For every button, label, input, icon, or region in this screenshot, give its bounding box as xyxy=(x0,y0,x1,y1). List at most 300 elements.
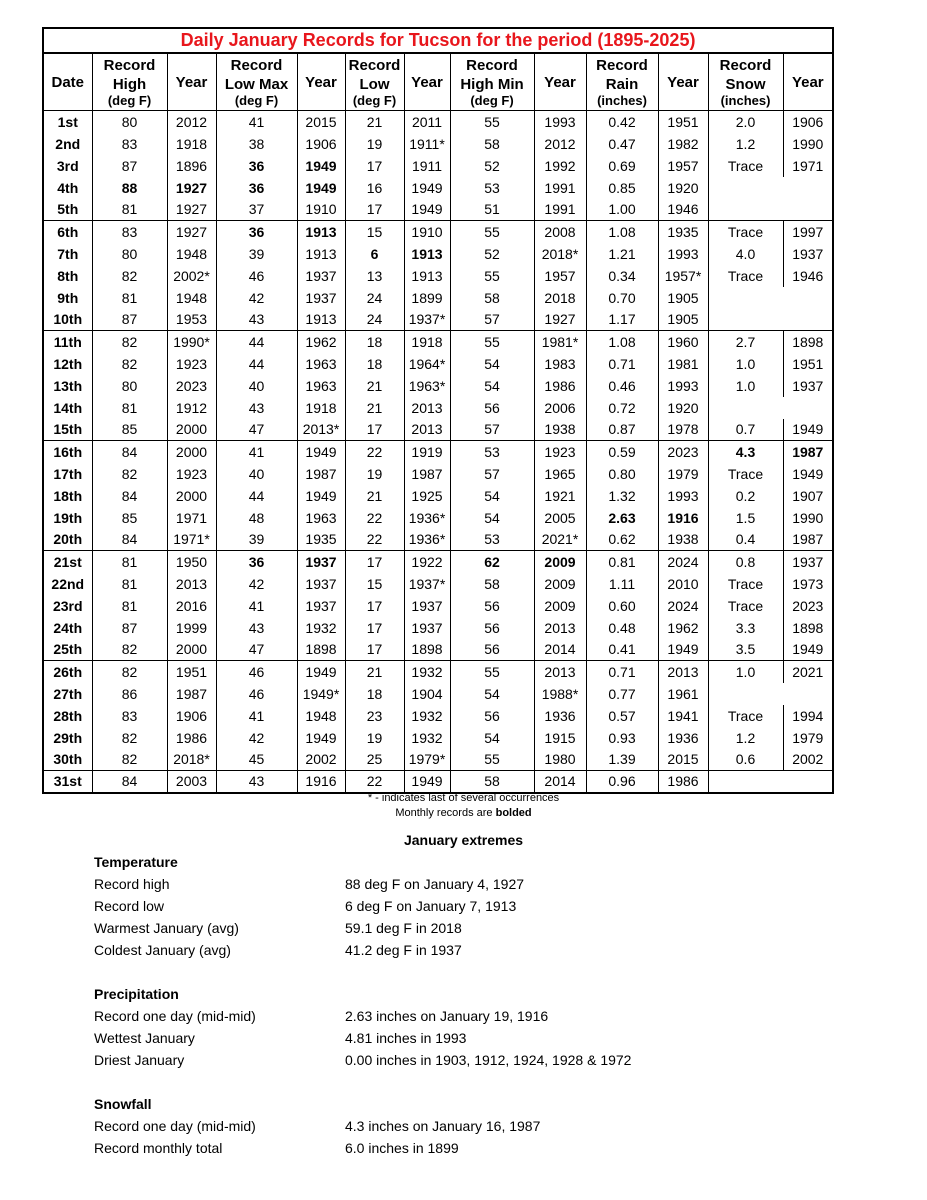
cell-record-low-max: 42 xyxy=(216,727,297,749)
cell-record-high: 81 xyxy=(92,199,167,221)
cell-year: 1932 xyxy=(404,661,450,683)
cell-record-snow xyxy=(708,683,783,705)
cell-record-high: 82 xyxy=(92,661,167,683)
cell-record-high-min: 57 xyxy=(450,463,534,485)
cell-record-high-min: 53 xyxy=(450,529,534,551)
cell-record-rain: 1.11 xyxy=(586,573,658,595)
cell-record-low: 18 xyxy=(345,683,404,705)
cell-record-low: 22 xyxy=(345,507,404,529)
cell-record-rain: 0.48 xyxy=(586,617,658,639)
cell-year: 1932 xyxy=(404,705,450,727)
cell-record-low-max: 43 xyxy=(216,617,297,639)
cell-record-low-max: 40 xyxy=(216,463,297,485)
cell-year: 1906 xyxy=(783,111,833,133)
cell-record-low: 25 xyxy=(345,749,404,771)
cell-record-low: 21 xyxy=(345,397,404,419)
cell-year: 1910 xyxy=(297,199,345,221)
cell-record-high-min: 58 xyxy=(450,573,534,595)
cell-date: 29th xyxy=(43,727,92,749)
cell-year: 1962 xyxy=(658,617,708,639)
cell-year: 1963 xyxy=(297,507,345,529)
cell-record-rain: 0.42 xyxy=(586,111,658,133)
cell-year: 1980 xyxy=(534,749,586,771)
header-record-high-min: Record High Min (deg F) xyxy=(450,53,534,111)
cell-year: 1973 xyxy=(783,573,833,595)
cell-record-snow: Trace xyxy=(708,595,783,617)
cell-year: 2018* xyxy=(167,749,216,771)
cell-year: 1935 xyxy=(297,529,345,551)
cell-record-high-min: 56 xyxy=(450,617,534,639)
cell-date: 21st xyxy=(43,551,92,573)
cell-record-snow: 1.0 xyxy=(708,661,783,683)
cell-record-low: 22 xyxy=(345,529,404,551)
cell-year: 1937 xyxy=(404,595,450,617)
cell-year: 1949 xyxy=(783,639,833,661)
cell-record-low-max: 36 xyxy=(216,177,297,199)
cell-year: 2013 xyxy=(658,661,708,683)
table-row xyxy=(43,397,833,419)
cell-record-low-max: 37 xyxy=(216,199,297,221)
cell-record-snow: 0.7 xyxy=(708,419,783,441)
cell-record-rain: 0.80 xyxy=(586,463,658,485)
cell-year: 1951 xyxy=(783,353,833,375)
cell-record-high-min: 54 xyxy=(450,507,534,529)
cell-date: 4th xyxy=(43,177,92,199)
cell-date: 13th xyxy=(43,375,92,397)
cell-date: 27th xyxy=(43,683,92,705)
cell-date: 1st xyxy=(43,111,92,133)
cell-year: 1948 xyxy=(167,243,216,265)
cell-record-snow: 2.7 xyxy=(708,331,783,353)
extreme-label: Coldest January (avg) xyxy=(94,942,231,958)
cell-year: 1979 xyxy=(658,463,708,485)
cell-year: 1912 xyxy=(167,397,216,419)
cell-record-low-max: 48 xyxy=(216,507,297,529)
cell-record-rain: 0.70 xyxy=(586,287,658,309)
cell-record-high: 81 xyxy=(92,573,167,595)
cell-year: 1898 xyxy=(404,639,450,661)
table-row xyxy=(43,199,833,221)
cell-record-snow: 1.5 xyxy=(708,507,783,529)
cell-year: 2000 xyxy=(167,441,216,463)
cell-year: 1932 xyxy=(297,617,345,639)
cell-year: 1918 xyxy=(167,133,216,155)
cell-date: 12th xyxy=(43,353,92,375)
cell-record-snow: Trace xyxy=(708,705,783,727)
cell-record-high: 84 xyxy=(92,441,167,463)
cell-year: 2018* xyxy=(534,243,586,265)
cell-record-rain: 0.71 xyxy=(586,661,658,683)
cell-date: 28th xyxy=(43,705,92,727)
cell-year: 1913 xyxy=(404,265,450,287)
cell-year: 1937 xyxy=(297,551,345,573)
header-record-snow: Record Snow (inches) xyxy=(708,53,783,111)
cell-year: 1986 xyxy=(167,727,216,749)
header-date: Date xyxy=(43,53,92,111)
cell-record-high: 80 xyxy=(92,243,167,265)
cell-date: 30th xyxy=(43,749,92,771)
cell-year: 1971 xyxy=(167,507,216,529)
header-record-high: Record High (deg F) xyxy=(92,53,167,111)
cell-year: 2018 xyxy=(534,287,586,309)
cell-year: 1949 xyxy=(297,441,345,463)
cell-date: 7th xyxy=(43,243,92,265)
cell-year: 1907 xyxy=(783,485,833,507)
cell-year: 1986 xyxy=(658,771,708,793)
cell-year: 2012 xyxy=(167,111,216,133)
cell-record-high: 83 xyxy=(92,221,167,243)
cell-year xyxy=(783,177,833,199)
cell-record-high: 83 xyxy=(92,133,167,155)
cell-record-high: 85 xyxy=(92,507,167,529)
extreme-label: Warmest January (avg) xyxy=(94,920,239,936)
cell-record-high: 88 xyxy=(92,177,167,199)
cell-year: 2013 xyxy=(404,419,450,441)
cell-year: 1991 xyxy=(534,177,586,199)
cell-year: 1937 xyxy=(783,551,833,573)
cell-year: 2011 xyxy=(404,111,450,133)
cell-year: 2014 xyxy=(534,771,586,793)
cell-record-snow: 0.8 xyxy=(708,551,783,573)
cell-year: 1971 xyxy=(783,155,833,177)
cell-record-high-min: 56 xyxy=(450,639,534,661)
cell-record-low: 18 xyxy=(345,353,404,375)
cell-record-high-min: 53 xyxy=(450,177,534,199)
cell-year: 1910 xyxy=(404,221,450,243)
cell-year: 1949 xyxy=(297,155,345,177)
cell-year: 1990 xyxy=(783,507,833,529)
cell-year: 2015 xyxy=(297,111,345,133)
cell-record-high: 87 xyxy=(92,155,167,177)
cell-date: 19th xyxy=(43,507,92,529)
table-row xyxy=(43,727,833,749)
cell-year: 1949 xyxy=(404,199,450,221)
cell-year: 1936 xyxy=(658,727,708,749)
extreme-label: Record one day (mid-mid) xyxy=(94,1008,256,1024)
cell-record-rain: 0.62 xyxy=(586,529,658,551)
cell-year: 1906 xyxy=(167,705,216,727)
cell-year: 2002 xyxy=(783,749,833,771)
cell-year: 1997 xyxy=(783,221,833,243)
cell-record-high: 81 xyxy=(92,397,167,419)
cell-record-rain: 1.08 xyxy=(586,331,658,353)
cell-year: 1896 xyxy=(167,155,216,177)
cell-record-rain: 1.32 xyxy=(586,485,658,507)
cell-record-rain: 0.96 xyxy=(586,771,658,793)
cell-record-snow: Trace xyxy=(708,155,783,177)
cell-year: 1953 xyxy=(167,309,216,331)
extreme-value: 88 deg F on January 4, 1927 xyxy=(345,876,525,892)
cell-year: 1987 xyxy=(783,529,833,551)
cell-year: 1987 xyxy=(297,463,345,485)
extreme-value: 2.63 inches on January 19, 1916 xyxy=(345,1008,549,1024)
cell-year: 1941 xyxy=(658,705,708,727)
cell-date: 31st xyxy=(43,771,92,793)
cell-record-snow xyxy=(708,199,783,221)
cell-year: 1915 xyxy=(534,727,586,749)
cell-year: 1937 xyxy=(297,573,345,595)
cell-date: 3rd xyxy=(43,155,92,177)
cell-date: 9th xyxy=(43,287,92,309)
cell-year: 1949 xyxy=(404,177,450,199)
table-row xyxy=(43,221,833,243)
extreme-value: 59.1 deg F in 2018 xyxy=(345,920,462,936)
cell-record-high: 86 xyxy=(92,683,167,705)
cell-record-snow xyxy=(708,771,783,793)
cell-year: 1964* xyxy=(404,353,450,375)
records-body xyxy=(43,111,833,793)
cell-year: 1951 xyxy=(167,661,216,683)
cell-year: 1948 xyxy=(297,705,345,727)
extreme-value: 6.0 inches in 1899 xyxy=(345,1140,459,1156)
cell-year: 2008 xyxy=(534,221,586,243)
cell-year: 2014 xyxy=(534,639,586,661)
cell-record-snow: Trace xyxy=(708,265,783,287)
cell-record-rain: 0.81 xyxy=(586,551,658,573)
cell-year: 1925 xyxy=(404,485,450,507)
cell-record-low-max: 42 xyxy=(216,573,297,595)
cell-year: 1919 xyxy=(404,441,450,463)
cell-year: 1913 xyxy=(297,309,345,331)
cell-date: 8th xyxy=(43,265,92,287)
cell-year: 1936* xyxy=(404,507,450,529)
table-row xyxy=(43,661,833,683)
cell-year: 2005 xyxy=(534,507,586,529)
cell-record-rain: 0.47 xyxy=(586,133,658,155)
cell-record-high-min: 54 xyxy=(450,353,534,375)
cell-record-high-min: 56 xyxy=(450,705,534,727)
cell-year: 2024 xyxy=(658,551,708,573)
cell-date: 2nd xyxy=(43,133,92,155)
header-row xyxy=(43,53,833,111)
cell-year: 1963 xyxy=(297,375,345,397)
extreme-label: Record low xyxy=(94,898,165,914)
cell-record-high-min: 54 xyxy=(450,683,534,705)
cell-year: 1898 xyxy=(783,331,833,353)
cell-record-high: 82 xyxy=(92,749,167,771)
table-row xyxy=(43,573,833,595)
cell-year: 1921 xyxy=(534,485,586,507)
cell-record-snow xyxy=(708,177,783,199)
cell-year xyxy=(783,683,833,705)
cell-record-rain: 0.85 xyxy=(586,177,658,199)
cell-year: 1949 xyxy=(783,419,833,441)
cell-record-rain: 0.87 xyxy=(586,419,658,441)
extreme-value: 4.3 inches on January 16, 1987 xyxy=(345,1118,541,1134)
cell-year: 1936* xyxy=(404,529,450,551)
table-row xyxy=(43,265,833,287)
cell-record-rain: 0.77 xyxy=(586,683,658,705)
cell-year: 1916 xyxy=(297,771,345,793)
cell-year: 1993 xyxy=(658,243,708,265)
table-row xyxy=(43,485,833,507)
cell-record-high-min: 54 xyxy=(450,485,534,507)
cell-record-rain: 0.69 xyxy=(586,155,658,177)
cell-year: 2021* xyxy=(534,529,586,551)
cell-year: 2016 xyxy=(167,595,216,617)
cell-record-high: 82 xyxy=(92,353,167,375)
cell-year: 1946 xyxy=(783,265,833,287)
cell-record-rain: 2.63 xyxy=(586,507,658,529)
cell-record-low: 15 xyxy=(345,573,404,595)
table-row xyxy=(43,331,833,353)
cell-year: 2024 xyxy=(658,595,708,617)
cell-year: 1920 xyxy=(658,397,708,419)
cell-record-snow xyxy=(708,397,783,419)
cell-record-rain: 1.21 xyxy=(586,243,658,265)
cell-date: 17th xyxy=(43,463,92,485)
header-record-rain: Record Rain (inches) xyxy=(586,53,658,111)
cell-record-snow: 1.0 xyxy=(708,375,783,397)
table-title: Daily January Records for Tucson for the period (1895-2025) xyxy=(43,28,833,53)
cell-year: 1935 xyxy=(658,221,708,243)
cell-year: 2023 xyxy=(783,595,833,617)
cell-year: 1960 xyxy=(658,331,708,353)
cell-record-high-min: 57 xyxy=(450,419,534,441)
cell-year: 1911* xyxy=(404,133,450,155)
table-row xyxy=(43,771,833,793)
extremes-title: January extremes xyxy=(403,832,524,848)
cell-year: 1927 xyxy=(167,199,216,221)
table-row xyxy=(43,375,833,397)
cell-record-low: 24 xyxy=(345,309,404,331)
cell-year: 1990 xyxy=(783,133,833,155)
cell-record-high: 83 xyxy=(92,705,167,727)
cell-year: 1949* xyxy=(297,683,345,705)
cell-year: 1923 xyxy=(167,463,216,485)
cell-year: 1946 xyxy=(658,199,708,221)
cell-date: 5th xyxy=(43,199,92,221)
cell-year xyxy=(783,309,833,331)
cell-record-low: 17 xyxy=(345,551,404,573)
cell-year: 1993 xyxy=(658,375,708,397)
cell-year: 1923 xyxy=(534,441,586,463)
cell-year: 1987 xyxy=(783,441,833,463)
cell-record-low: 17 xyxy=(345,155,404,177)
cell-record-low: 22 xyxy=(345,441,404,463)
cell-year: 1962 xyxy=(297,331,345,353)
cell-year: 2003 xyxy=(167,771,216,793)
cell-year: 2013 xyxy=(167,573,216,595)
cell-record-high: 87 xyxy=(92,309,167,331)
cell-record-low-max: 44 xyxy=(216,331,297,353)
cell-record-high-min: 55 xyxy=(450,111,534,133)
cell-date: 24th xyxy=(43,617,92,639)
cell-record-snow xyxy=(708,287,783,309)
cell-record-high-min: 58 xyxy=(450,133,534,155)
cell-date: 10th xyxy=(43,309,92,331)
cell-record-high-min: 52 xyxy=(450,243,534,265)
cell-year: 2013* xyxy=(297,419,345,441)
cell-year: 1927 xyxy=(167,177,216,199)
table-row xyxy=(43,507,833,529)
cell-year: 1936 xyxy=(534,705,586,727)
cell-record-low-max: 47 xyxy=(216,639,297,661)
cell-year: 1918 xyxy=(297,397,345,419)
cell-record-low-max: 44 xyxy=(216,485,297,507)
cell-year: 2023 xyxy=(658,441,708,463)
cell-year: 1906 xyxy=(297,133,345,155)
cell-year: 2013 xyxy=(404,397,450,419)
cell-record-low: 22 xyxy=(345,771,404,793)
cell-record-high-min: 52 xyxy=(450,155,534,177)
cell-year xyxy=(783,199,833,221)
cell-record-rain: 0.60 xyxy=(586,595,658,617)
cell-year: 1983 xyxy=(534,353,586,375)
cell-record-rain: 1.39 xyxy=(586,749,658,771)
cell-record-low: 21 xyxy=(345,661,404,683)
cell-year: 2009 xyxy=(534,573,586,595)
cell-record-snow: 2.0 xyxy=(708,111,783,133)
extreme-label: Record high xyxy=(94,876,170,892)
cell-year: 1913 xyxy=(297,243,345,265)
cell-year: 2000 xyxy=(167,485,216,507)
cell-record-snow xyxy=(708,309,783,331)
cell-year: 1957* xyxy=(658,265,708,287)
cell-record-low: 13 xyxy=(345,265,404,287)
cell-date: 15th xyxy=(43,419,92,441)
cell-year: 1899 xyxy=(404,287,450,309)
cell-record-low: 21 xyxy=(345,111,404,133)
cell-record-snow: 0.4 xyxy=(708,529,783,551)
header-record-low: Record Low (deg F) xyxy=(345,53,404,111)
cell-year: 1979 xyxy=(783,727,833,749)
cell-year: 2012 xyxy=(534,133,586,155)
table-row xyxy=(43,287,833,309)
cell-record-low-max: 42 xyxy=(216,287,297,309)
cell-year: 1990* xyxy=(167,331,216,353)
table-row xyxy=(43,529,833,551)
cell-record-low-max: 41 xyxy=(216,705,297,727)
cell-record-high: 80 xyxy=(92,375,167,397)
cell-year xyxy=(783,287,833,309)
cell-year: 1987 xyxy=(167,683,216,705)
cell-year xyxy=(783,397,833,419)
cell-record-low: 17 xyxy=(345,595,404,617)
cell-record-low-max: 46 xyxy=(216,265,297,287)
table-row xyxy=(43,177,833,199)
cell-record-low-max: 45 xyxy=(216,749,297,771)
cell-year: 1986 xyxy=(534,375,586,397)
table-row xyxy=(43,353,833,375)
cell-record-high-min: 55 xyxy=(450,749,534,771)
cell-record-snow: 0.2 xyxy=(708,485,783,507)
cell-record-snow: 3.5 xyxy=(708,639,783,661)
cell-record-rain: 0.72 xyxy=(586,397,658,419)
cell-year: 1932 xyxy=(404,727,450,749)
records-table xyxy=(42,27,834,794)
cell-record-low-max: 38 xyxy=(216,133,297,155)
footnote-occurrences: * - indicates last of several occurrences xyxy=(367,792,560,804)
cell-record-high: 81 xyxy=(92,287,167,309)
cell-record-low-max: 44 xyxy=(216,353,297,375)
cell-record-low-max: 39 xyxy=(216,243,297,265)
cell-year: 1948 xyxy=(167,287,216,309)
cell-year: 1951 xyxy=(658,111,708,133)
cell-record-high: 82 xyxy=(92,639,167,661)
cell-year: 1957 xyxy=(658,155,708,177)
cell-record-snow: 0.6 xyxy=(708,749,783,771)
cell-record-high: 80 xyxy=(92,111,167,133)
cell-year: 1993 xyxy=(534,111,586,133)
cell-year: 1913 xyxy=(404,243,450,265)
cell-year: 1963 xyxy=(297,353,345,375)
header-record-low-max: Record Low Max (deg F) xyxy=(216,53,297,111)
table-row xyxy=(43,133,833,155)
cell-record-high-min: 55 xyxy=(450,661,534,683)
cell-year: 1994 xyxy=(783,705,833,727)
cell-record-rain: 1.00 xyxy=(586,199,658,221)
